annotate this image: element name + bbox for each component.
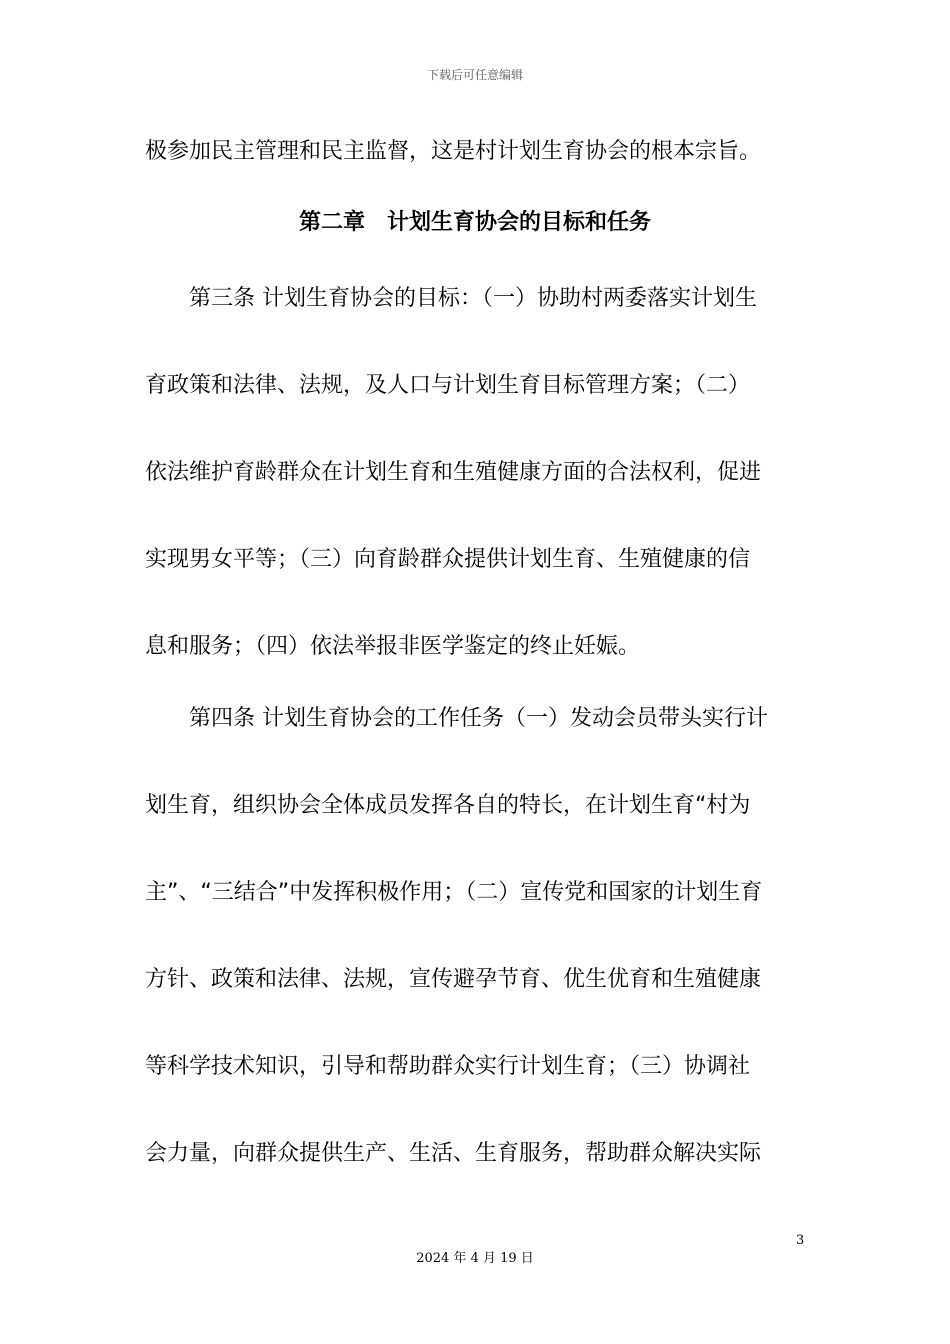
paragraph-line: 实现男女平等；（三）向育龄群众提供计划生育、生殖健康的信 (145, 547, 751, 572)
paragraph-line: 方针、政策和法律、法规，宣传避孕节育、优生优育和生殖健康 (145, 967, 762, 992)
article-3-line: 第三条 计划生育协会的目标：（一）协助村两委落实计划生 (189, 286, 757, 311)
page-footer-date: 2024 年 4 月 19 日 (416, 1251, 534, 1266)
paragraph-line: 极参加民主管理和民主监督，这是村计划生育协会的根本宗旨。 (145, 139, 762, 164)
paragraph-line: 育政策和法律、法规，及人口与计划生育目标管理方案；（二） (145, 373, 751, 398)
paragraph-line: 划生育，组织协会全体成员发挥各自的特长，在计划生育“村为 (145, 793, 751, 818)
paragraph-line: 依法维护育龄群众在计划生育和生殖健康方面的合法权利，促进 (145, 460, 762, 485)
page-header: 下载后可任意编辑 (426, 68, 523, 82)
paragraph-line: 主”、“三结合”中发挥积极作用；（二）宣传党和国家的计划生育 (145, 880, 763, 905)
paragraph-line: 息和服务；（四）依法举报非医学鉴定的终止妊娠。 (145, 634, 641, 659)
article-4-line: 第四条 计划生育协会的工作任务（一）发动会员带头实行计 (189, 706, 768, 731)
page-number: 3 (796, 1233, 805, 1248)
chapter-heading: 第二章 计划生育协会的目标和任务 (298, 210, 651, 235)
paragraph-line: 等科学技术知识，引导和帮助群众实行计划生育；（三）协调社 (145, 1054, 751, 1079)
paragraph-line: 会力量，向群众提供生产、生活、生育服务，帮助群众解决实际 (145, 1141, 762, 1166)
